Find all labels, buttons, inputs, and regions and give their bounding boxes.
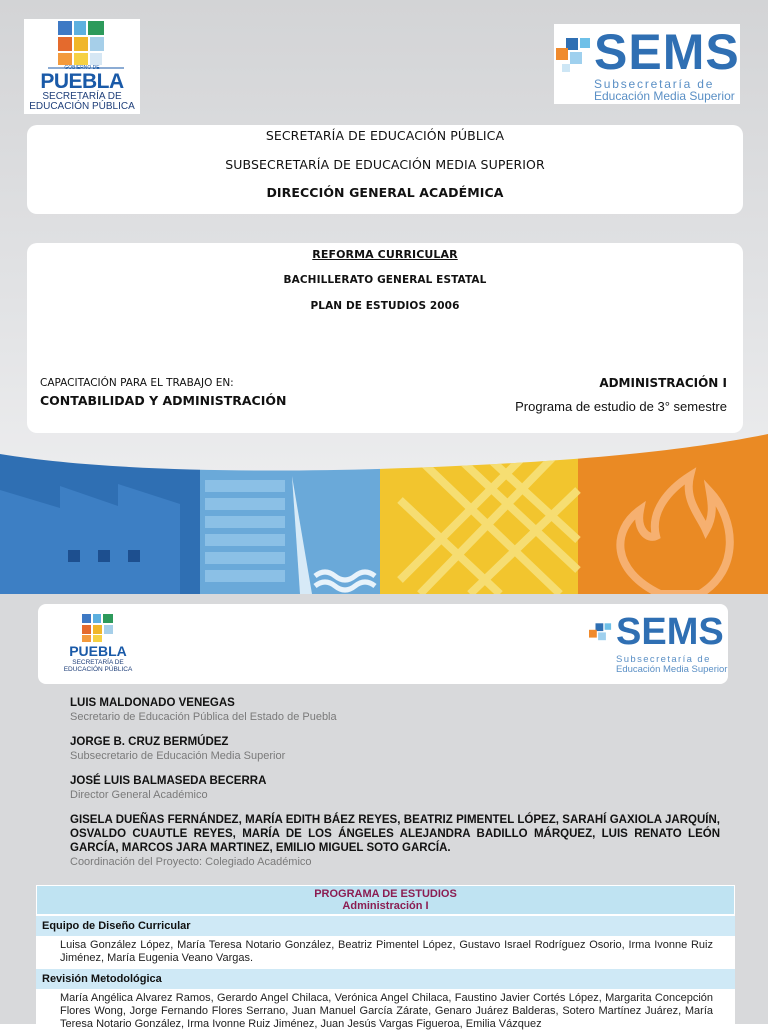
- banner-orange-panel: [578, 420, 768, 594]
- credit-team-names: GISELA DUEÑAS FERNÁNDEZ, MARÍA EDITH BÁEZ REYES, BEATRIZ PIMENTEL LÓPEZ, SARAHÍ GAXIOLA JARQUÍN, OSVALDO CUAUTLE REYES, MARÍA DE LOS ÁNGELES ALEJANDRA BADILLO MÁRQUEZ, LUIS RENATO LEÓN GARCÍA, MARCOS JARA MARTINEZ, EMILIO MIGUEL SOTO GARCÍA.: [70, 814, 720, 854]
- table-section-body: Luisa González López, María Teresa Notario González, Beatriz Pimentel López, Gustavo Israel Rodríguez Osorio, Irma Ivonne Ruiz Jiménez, María Eugenia Veano Vargas.: [36, 936, 735, 968]
- cover-banner-illustration: [0, 420, 768, 594]
- asignatura-block: [515, 376, 727, 424]
- sems-small-name: SEMS: [616, 611, 724, 653]
- reforma-title: REFORMA CURRICULAR: [312, 248, 458, 261]
- institution-line1: SECRETARÍA DE EDUCACIÓN PÚBLICA: [265, 128, 505, 143]
- puebla-line1: SECRETARÍA DE: [42, 91, 122, 102]
- table-section-body: María Angélica Alvarez Ramos, Gerardo Angel Chilaca, Verónica Angel Chilaca, Faustino Javier Cortés López, Margarita Concepción Flores Wong, Jorge Fernando Flores Serrano, Juan Manuel García Zárate, Genaro Juárez Balderas, Sotero Martínez Juárez, María Teresa Notario González, Irma Ivonne Ruiz Jiménez, Juan Jesús Vargas Figueroa, Emilia Vázquez: [36, 989, 735, 1034]
- puebla-small-line1: SECRETARÍA DE: [72, 659, 124, 666]
- asignatura-title: ADMINISTRACIÓN I: [599, 376, 727, 390]
- sems-line1: Subsecretaría de: [594, 77, 715, 91]
- credit-role: Subsecretario de Educación Media Superior: [70, 750, 286, 762]
- institution-card: [27, 125, 743, 214]
- table-section-heading: Equipo de Diseño Curricular: [36, 915, 735, 936]
- institution-line3: DIRECCIÓN GENERAL ACADÉMICA: [266, 185, 504, 200]
- puebla-small-emblem-icon: [78, 612, 118, 644]
- sems-small-squares-icon: [589, 622, 615, 648]
- puebla-small-line2: EDUCACIÓN PÚBLICA: [63, 666, 133, 673]
- sems-line2: Educación Media Superior: [594, 89, 735, 103]
- table-subtitle: Administración I: [342, 900, 429, 912]
- credit-role: Secretario de Educación Pública del Estado de Puebla: [70, 711, 337, 723]
- table-section-heading: Revisión Metodológica: [36, 968, 735, 989]
- plan-title: PLAN DE ESTUDIOS 2006: [310, 300, 460, 312]
- programa-text: Programa de estudio de 3° semestre: [515, 399, 727, 414]
- puebla-logo: [24, 19, 140, 114]
- puebla-name: PUEBLA: [40, 70, 124, 93]
- factory-icon: [0, 484, 180, 594]
- puebla-small-name: PUEBLA: [69, 643, 127, 659]
- capacitacion-value: CONTABILIDAD Y ADMINISTRACIÓN: [40, 393, 287, 408]
- table-header: [36, 885, 735, 915]
- credit-name: JORGE B. CRUZ BERMÚDEZ: [70, 736, 229, 748]
- bachillerato-title: BACHILLERATO GENERAL ESTATAL: [283, 274, 487, 286]
- credit-name: JOSÉ LUIS BALMASEDA BECERRA: [70, 775, 267, 787]
- institution-line2: SUBSECRETARÍA DE EDUCACIÓN MEDIA SUPERIOR: [225, 157, 545, 172]
- credit-role: Director General Académico: [70, 789, 208, 801]
- capacitacion-block: [40, 376, 286, 412]
- credit-role: Coordinación del Proyecto: Colegiado Académico: [70, 856, 312, 868]
- sems-small-line1: Subsecretaría de: [616, 654, 711, 665]
- puebla-line2: EDUCACIÓN PÚBLICA: [29, 101, 135, 112]
- table-title: PROGRAMA DE ESTUDIOS: [314, 888, 457, 900]
- credits-list: [70, 696, 720, 880]
- sems-squares-icon: [556, 36, 596, 76]
- program-table: [36, 885, 735, 1034]
- sems-name: SEMS: [594, 24, 740, 80]
- sems-small-line2: Educación Media Superior: [616, 664, 728, 675]
- credit-name: LUIS MALDONADO VENEGAS: [70, 697, 235, 709]
- sems-logo: [554, 24, 740, 104]
- puebla-small-text: GOBIERNO DE: [64, 65, 100, 71]
- credits-header: [38, 604, 728, 684]
- capacitacion-label: CAPACITACIÓN PARA EL TRABAJO EN:: [40, 377, 234, 389]
